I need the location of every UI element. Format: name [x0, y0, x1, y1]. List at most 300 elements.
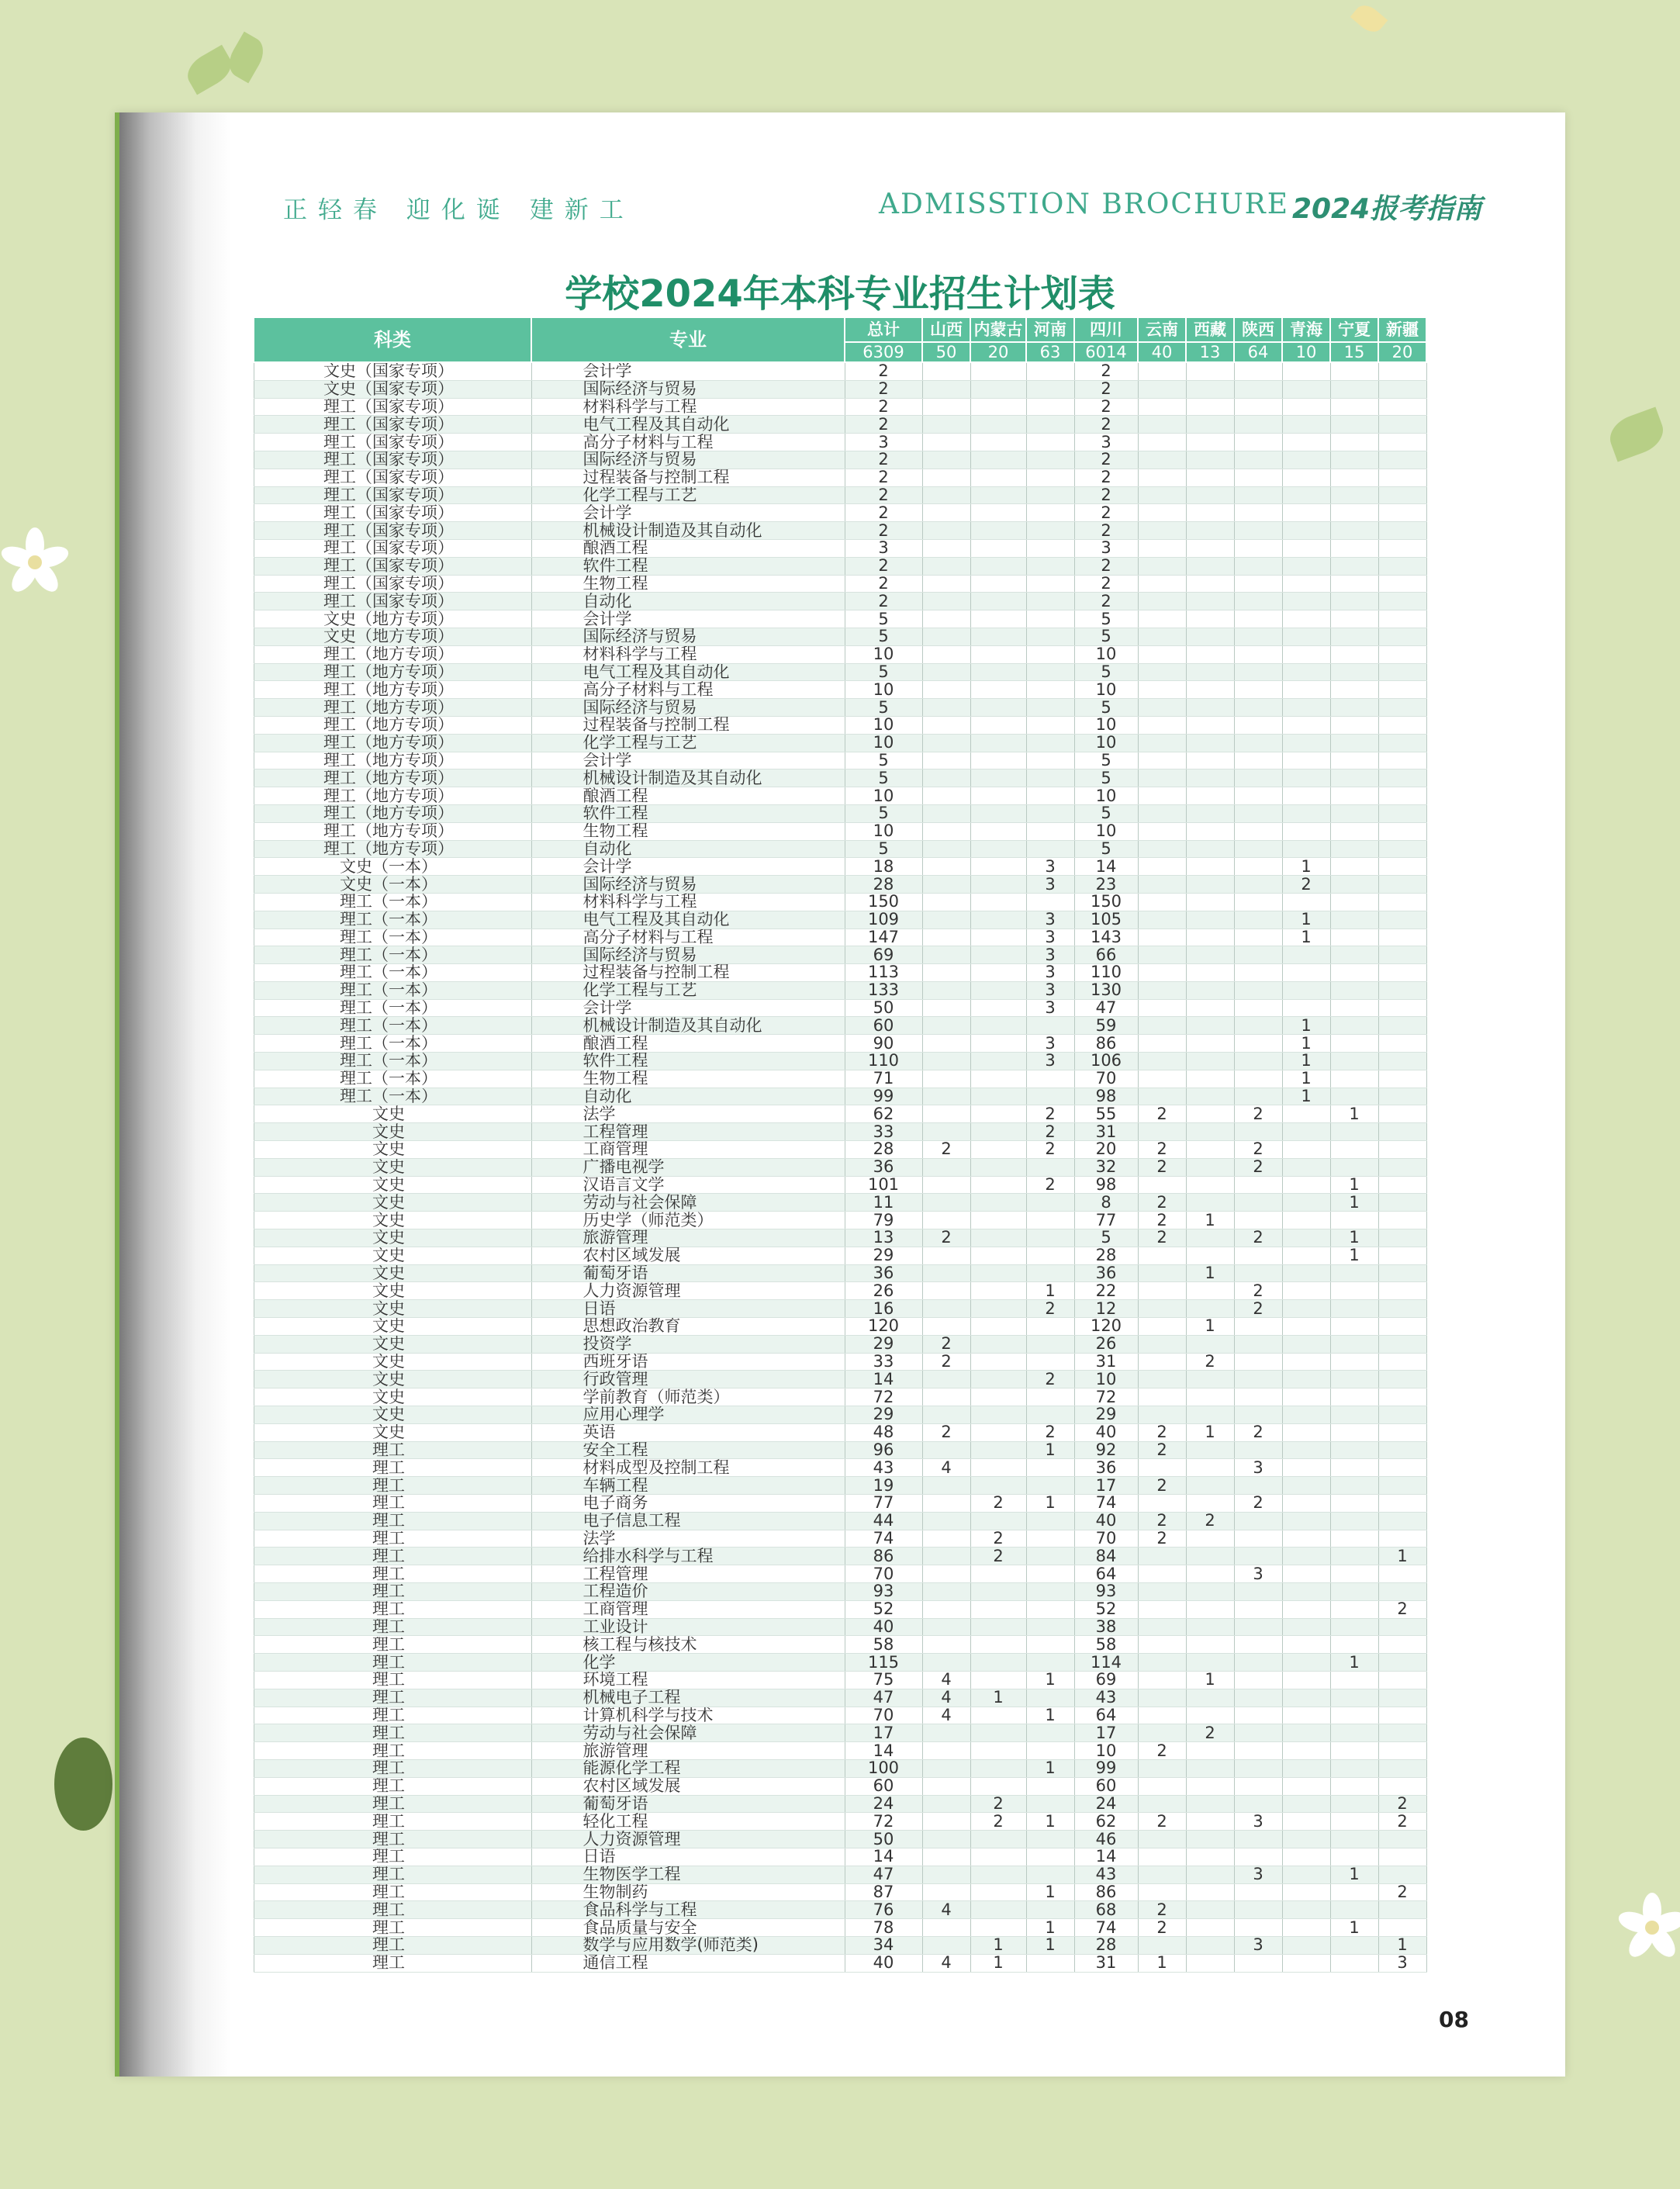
- province-quota-cell: 66: [1074, 946, 1138, 964]
- province-quota-cell: 59: [1074, 1017, 1138, 1035]
- province-quota-cell: [922, 1936, 970, 1954]
- province-quota-cell: [1378, 434, 1426, 451]
- province-quota-cell: [1282, 1548, 1330, 1565]
- table-row: [254, 840, 1426, 858]
- province-quota-cell: 4: [922, 1671, 970, 1689]
- province-quota-cell: [1378, 1123, 1426, 1141]
- province-quota-cell: [1330, 1053, 1378, 1070]
- province-quota-cell: [1378, 876, 1426, 894]
- category-cell: 理工（国家专项）: [254, 593, 531, 610]
- province-quota-cell: [1234, 1212, 1282, 1229]
- province-quota-cell: [1026, 1318, 1074, 1336]
- province-quota-cell: [1330, 946, 1378, 964]
- major-cell: 会计学: [531, 504, 845, 522]
- province-quota-cell: [1234, 893, 1282, 911]
- province-quota-cell: 38: [1074, 1618, 1138, 1636]
- header-province: 云南: [1138, 317, 1186, 342]
- province-quota-cell: [922, 539, 970, 557]
- province-quota-cell: [1138, 1123, 1186, 1141]
- province-quota-cell: [1282, 504, 1330, 522]
- province-quota-cell: [970, 964, 1026, 982]
- province-quota-cell: [1234, 1707, 1282, 1724]
- table-row: [254, 981, 1426, 999]
- table-row: [254, 1247, 1426, 1264]
- province-quota-cell: [1138, 752, 1186, 769]
- province-quota-cell: [1330, 840, 1378, 858]
- province-quota-cell: 2: [1234, 1105, 1282, 1123]
- category-cell: 理工（国家专项）: [254, 486, 531, 504]
- province-quota-cell: [922, 1194, 970, 1212]
- province-quota-cell: [1138, 1689, 1186, 1707]
- province-quota-cell: [1378, 1565, 1426, 1583]
- province-quota-cell: 1: [1282, 1035, 1330, 1053]
- province-quota-cell: [1330, 628, 1378, 645]
- province-quota-cell: [1186, 469, 1234, 486]
- total-cell: 17: [845, 1724, 922, 1742]
- province-quota-cell: [1282, 362, 1330, 380]
- province-quota-cell: [1026, 1954, 1074, 1972]
- province-quota-cell: [1138, 1724, 1186, 1742]
- table-row: [254, 575, 1426, 593]
- total-cell: 5: [845, 610, 922, 628]
- province-quota-cell: 3: [1026, 1035, 1074, 1053]
- category-cell: 文史（国家专项）: [254, 362, 531, 380]
- total-cell: 2: [845, 380, 922, 398]
- province-quota-cell: [1378, 787, 1426, 805]
- brochure-page: [115, 112, 1565, 2077]
- province-quota-cell: [1234, 1512, 1282, 1530]
- province-quota-cell: [1282, 787, 1330, 805]
- table-row: [254, 504, 1426, 522]
- table-row: [254, 1618, 1426, 1636]
- province-quota-cell: [1026, 610, 1074, 628]
- province-quota-cell: [1186, 486, 1234, 504]
- total-cell: 5: [845, 663, 922, 681]
- province-quota-cell: [922, 1600, 970, 1618]
- flower-decoration: [1617, 1893, 1680, 1962]
- total-cell: 36: [845, 1264, 922, 1282]
- category-cell: 理工（一本）: [254, 964, 531, 982]
- table-row: [254, 1689, 1426, 1707]
- province-quota-cell: [1330, 1141, 1378, 1159]
- category-cell: 文史: [254, 1105, 531, 1123]
- category-cell: 理工: [254, 1441, 531, 1459]
- table-row: [254, 645, 1426, 663]
- province-quota-cell: [970, 1123, 1026, 1141]
- province-quota-cell: [1330, 593, 1378, 610]
- province-quota-cell: [922, 469, 970, 486]
- province-quota-cell: [922, 575, 970, 593]
- province-quota-cell: [970, 1035, 1026, 1053]
- province-quota-cell: [1026, 1194, 1074, 1212]
- province-quota-cell: [1330, 1707, 1378, 1724]
- header-province-count: 15: [1330, 342, 1378, 362]
- table-row: [254, 1123, 1426, 1141]
- province-quota-cell: 2: [1138, 1441, 1186, 1459]
- category-cell: 理工: [254, 1654, 531, 1672]
- province-quota-cell: [1186, 628, 1234, 645]
- province-quota-cell: [1378, 593, 1426, 610]
- province-quota-cell: 31: [1074, 1353, 1138, 1371]
- category-cell: 理工（一本）: [254, 999, 531, 1017]
- province-quota-cell: [1378, 1742, 1426, 1760]
- province-quota-cell: [1234, 1353, 1282, 1371]
- province-quota-cell: [970, 1512, 1026, 1530]
- province-quota-cell: [1378, 416, 1426, 434]
- province-quota-cell: 5: [1074, 840, 1138, 858]
- province-quota-cell: [1330, 416, 1378, 434]
- province-quota-cell: 10: [1074, 787, 1138, 805]
- province-quota-cell: [1282, 1636, 1330, 1654]
- table-row: [254, 1318, 1426, 1336]
- major-cell: 食品质量与安全: [531, 1919, 845, 1937]
- province-quota-cell: 143: [1074, 929, 1138, 946]
- province-quota-cell: [1186, 663, 1234, 681]
- major-cell: 工程管理: [531, 1565, 845, 1583]
- province-quota-cell: [970, 1406, 1026, 1424]
- province-quota-cell: [1186, 434, 1234, 451]
- province-quota-cell: [1330, 1070, 1378, 1088]
- province-quota-cell: [1138, 1866, 1186, 1883]
- province-quota-cell: [1186, 1141, 1234, 1159]
- header-province: 宁夏: [1330, 317, 1378, 342]
- table-row: [254, 681, 1426, 699]
- province-quota-cell: 2: [1074, 451, 1138, 469]
- province-quota-cell: 2: [1074, 486, 1138, 504]
- province-quota-cell: 5: [1074, 699, 1138, 717]
- province-quota-cell: [1026, 1866, 1074, 1883]
- province-quota-cell: [1138, 1088, 1186, 1105]
- province-quota-cell: [1282, 628, 1330, 645]
- header-category: 科类: [254, 317, 531, 362]
- category-cell: 文史: [254, 1158, 531, 1176]
- province-quota-cell: 28: [1074, 1936, 1138, 1954]
- province-quota-cell: [922, 1883, 970, 1901]
- province-quota-cell: 1: [1330, 1866, 1378, 1883]
- province-quota-cell: [1282, 522, 1330, 540]
- category-cell: 理工: [254, 1831, 531, 1848]
- province-quota-cell: [1282, 1724, 1330, 1742]
- total-cell: 10: [845, 681, 922, 699]
- province-quota-cell: [1138, 380, 1186, 398]
- province-quota-cell: [1186, 1495, 1234, 1513]
- province-quota-cell: [970, 1088, 1026, 1105]
- page-number: 08: [1439, 2007, 1469, 2032]
- province-quota-cell: [1138, 504, 1186, 522]
- province-quota-cell: [970, 1636, 1026, 1654]
- province-quota-cell: 3: [1234, 1866, 1282, 1883]
- province-quota-cell: [1282, 1229, 1330, 1247]
- province-quota-cell: [1330, 1264, 1378, 1282]
- province-quota-cell: [1330, 1158, 1378, 1176]
- category-cell: 文史: [254, 1353, 531, 1371]
- province-quota-cell: 110: [1074, 964, 1138, 982]
- total-cell: 47: [845, 1689, 922, 1707]
- province-quota-cell: [922, 681, 970, 699]
- province-quota-cell: 1: [970, 1689, 1026, 1707]
- province-quota-cell: 46: [1074, 1831, 1138, 1848]
- province-quota-cell: 31: [1074, 1123, 1138, 1141]
- major-cell: 材料科学与工程: [531, 893, 845, 911]
- major-cell: 人力资源管理: [531, 1282, 845, 1300]
- province-quota-cell: [1282, 1282, 1330, 1300]
- province-quota-cell: 1: [1330, 1919, 1378, 1937]
- province-quota-cell: [1186, 1582, 1234, 1600]
- province-quota-cell: 150: [1074, 893, 1138, 911]
- category-cell: 理工: [254, 1724, 531, 1742]
- table-row: [254, 804, 1426, 822]
- total-cell: 14: [845, 1371, 922, 1388]
- major-cell: 高分子材料与工程: [531, 929, 845, 946]
- province-quota-cell: 17: [1074, 1477, 1138, 1495]
- province-quota-cell: [1330, 876, 1378, 894]
- province-quota-cell: [1234, 1777, 1282, 1795]
- category-cell: 理工（国家专项）: [254, 434, 531, 451]
- province-quota-cell: [1234, 1671, 1282, 1689]
- province-quota-cell: 2: [922, 1423, 970, 1441]
- province-quota-cell: [922, 1724, 970, 1742]
- province-quota-cell: [1330, 1831, 1378, 1848]
- province-quota-cell: [1026, 1264, 1074, 1282]
- category-cell: 理工: [254, 1636, 531, 1654]
- province-quota-cell: [1026, 1724, 1074, 1742]
- major-cell: 国际经济与贸易: [531, 628, 845, 645]
- category-cell: 文史: [254, 1406, 531, 1424]
- province-quota-cell: [1138, 1707, 1186, 1724]
- major-cell: 国际经济与贸易: [531, 699, 845, 717]
- province-quota-cell: [970, 787, 1026, 805]
- province-quota-cell: [1186, 1565, 1234, 1583]
- province-quota-cell: [1330, 822, 1378, 840]
- table-row: [254, 398, 1426, 416]
- province-quota-cell: [970, 1600, 1026, 1618]
- province-quota-cell: [922, 981, 970, 999]
- province-quota-cell: [1282, 734, 1330, 752]
- province-quota-cell: [1138, 486, 1186, 504]
- province-quota-cell: 3: [1026, 981, 1074, 999]
- province-quota-cell: [970, 1883, 1026, 1901]
- province-quota-cell: [1330, 734, 1378, 752]
- province-quota-cell: [1026, 1548, 1074, 1565]
- province-quota-cell: [1186, 876, 1234, 894]
- province-quota-cell: 2: [922, 1335, 970, 1353]
- major-cell: 工商管理: [531, 1141, 845, 1159]
- province-quota-cell: 77: [1074, 1212, 1138, 1229]
- total-cell: 50: [845, 1831, 922, 1848]
- total-cell: 99: [845, 1088, 922, 1105]
- province-quota-cell: [1378, 1441, 1426, 1459]
- total-cell: 58: [845, 1636, 922, 1654]
- province-quota-cell: [922, 557, 970, 575]
- province-quota-cell: 2: [1074, 593, 1138, 610]
- province-quota-cell: [1378, 981, 1426, 999]
- province-quota-cell: [1234, 1194, 1282, 1212]
- province-quota-cell: [1186, 1759, 1234, 1777]
- province-quota-cell: [970, 1176, 1026, 1194]
- province-quota-cell: [1138, 999, 1186, 1017]
- total-cell: 10: [845, 822, 922, 840]
- province-quota-cell: 40: [1074, 1423, 1138, 1441]
- province-quota-cell: [1026, 893, 1074, 911]
- category-cell: 理工（一本）: [254, 1035, 531, 1053]
- province-quota-cell: [922, 1406, 970, 1424]
- header-province-count: 6014: [1074, 342, 1138, 362]
- category-cell: 理工（地方专项）: [254, 752, 531, 769]
- total-cell: 33: [845, 1123, 922, 1141]
- province-quota-cell: [1378, 663, 1426, 681]
- province-quota-cell: [1186, 1600, 1234, 1618]
- total-cell: 2: [845, 398, 922, 416]
- province-quota-cell: [1234, 486, 1282, 504]
- province-quota-cell: [1234, 804, 1282, 822]
- province-quota-cell: [1234, 1919, 1282, 1937]
- major-cell: 软件工程: [531, 557, 845, 575]
- total-cell: 113: [845, 964, 922, 982]
- table-row: [254, 1176, 1426, 1194]
- province-quota-cell: 2: [1378, 1813, 1426, 1831]
- province-quota-cell: 1: [1330, 1247, 1378, 1264]
- province-quota-cell: [1186, 1406, 1234, 1424]
- province-quota-cell: [922, 1495, 970, 1513]
- province-quota-cell: [1234, 575, 1282, 593]
- total-cell: 2: [845, 593, 922, 610]
- province-quota-cell: [922, 999, 970, 1017]
- province-quota-cell: 29: [1074, 1406, 1138, 1424]
- province-quota-cell: [970, 1105, 1026, 1123]
- total-cell: 120: [845, 1318, 922, 1336]
- province-quota-cell: [970, 858, 1026, 876]
- province-quota-cell: [1330, 1618, 1378, 1636]
- province-quota-cell: [1378, 1141, 1426, 1159]
- province-quota-cell: [1378, 1247, 1426, 1264]
- province-quota-cell: [1138, 1017, 1186, 1035]
- province-quota-cell: [1234, 1053, 1282, 1070]
- province-quota-cell: [1234, 858, 1282, 876]
- major-cell: 国际经济与贸易: [531, 876, 845, 894]
- province-quota-cell: [922, 1565, 970, 1583]
- province-quota-cell: [1138, 804, 1186, 822]
- province-quota-cell: [1234, 1371, 1282, 1388]
- province-quota-cell: [922, 1017, 970, 1035]
- province-quota-cell: 105: [1074, 911, 1138, 929]
- table-row: [254, 1582, 1426, 1600]
- province-quota-cell: [970, 911, 1026, 929]
- province-quota-cell: [970, 1353, 1026, 1371]
- province-quota-cell: [922, 1582, 970, 1600]
- major-cell: 日语: [531, 1848, 845, 1866]
- category-cell: 理工（一本）: [254, 981, 531, 999]
- province-quota-cell: [1282, 804, 1330, 822]
- table-row: [254, 1406, 1426, 1424]
- province-quota-cell: [1026, 469, 1074, 486]
- major-cell: 工程管理: [531, 1123, 845, 1141]
- province-quota-cell: [1026, 1388, 1074, 1406]
- province-quota-cell: [1026, 681, 1074, 699]
- province-quota-cell: 2: [1186, 1353, 1234, 1371]
- total-cell: 5: [845, 804, 922, 822]
- province-quota-cell: [1186, 575, 1234, 593]
- province-quota-cell: [1330, 699, 1378, 717]
- province-quota-cell: [922, 769, 970, 787]
- province-quota-cell: [1026, 1777, 1074, 1795]
- province-quota-cell: [1282, 1582, 1330, 1600]
- province-quota-cell: 1: [1330, 1194, 1378, 1212]
- table-row: [254, 1282, 1426, 1300]
- total-cell: 29: [845, 1406, 922, 1424]
- province-quota-cell: [1330, 716, 1378, 734]
- province-quota-cell: [1186, 1618, 1234, 1636]
- major-cell: 学前教育（师范类）: [531, 1388, 845, 1406]
- province-quota-cell: [922, 929, 970, 946]
- province-quota-cell: [1330, 1212, 1378, 1229]
- major-cell: 安全工程: [531, 1441, 845, 1459]
- province-quota-cell: 2: [1378, 1883, 1426, 1901]
- province-quota-cell: [1378, 964, 1426, 982]
- province-quota-cell: [970, 451, 1026, 469]
- province-quota-cell: [1378, 575, 1426, 593]
- province-quota-cell: [1186, 769, 1234, 787]
- total-cell: 29: [845, 1335, 922, 1353]
- province-quota-cell: [1330, 1530, 1378, 1548]
- total-cell: 52: [845, 1600, 922, 1618]
- province-quota-cell: 20: [1074, 1141, 1138, 1159]
- province-quota-cell: [970, 539, 1026, 557]
- major-cell: 国际经济与贸易: [531, 946, 845, 964]
- table-row: [254, 1017, 1426, 1035]
- province-quota-cell: 10: [1074, 1371, 1138, 1388]
- table-row: [254, 1300, 1426, 1318]
- province-quota-cell: [1282, 1936, 1330, 1954]
- province-quota-cell: [1186, 804, 1234, 822]
- province-quota-cell: 1: [1330, 1105, 1378, 1123]
- province-quota-cell: [970, 1582, 1026, 1600]
- province-quota-cell: [922, 1477, 970, 1495]
- total-cell: 79: [845, 1212, 922, 1229]
- province-quota-cell: [922, 876, 970, 894]
- province-quota-cell: [1282, 1530, 1330, 1548]
- province-quota-cell: [970, 716, 1026, 734]
- province-quota-cell: [1138, 840, 1186, 858]
- major-cell: 酿酒工程: [531, 1035, 845, 1053]
- province-quota-cell: [1138, 1282, 1186, 1300]
- province-quota-cell: [1378, 1212, 1426, 1229]
- province-quota-cell: 1: [1282, 858, 1330, 876]
- category-cell: 理工（国家专项）: [254, 557, 531, 575]
- province-quota-cell: [1234, 1017, 1282, 1035]
- province-quota-cell: [1138, 858, 1186, 876]
- leaf-decoration: [181, 45, 237, 95]
- province-quota-cell: [1378, 1158, 1426, 1176]
- province-quota-cell: [1186, 1123, 1234, 1141]
- province-quota-cell: [922, 593, 970, 610]
- province-quota-cell: [1378, 893, 1426, 911]
- major-cell: 化学: [531, 1654, 845, 1672]
- province-quota-cell: [1330, 769, 1378, 787]
- province-quota-cell: [970, 1707, 1026, 1724]
- province-quota-cell: [1330, 469, 1378, 486]
- total-cell: 10: [845, 787, 922, 805]
- table-row: [254, 1636, 1426, 1654]
- province-quota-cell: [922, 504, 970, 522]
- major-cell: 农村区域发展: [531, 1777, 845, 1795]
- major-cell: 日语: [531, 1300, 845, 1318]
- table-row: [254, 1813, 1426, 1831]
- category-cell: 理工（一本）: [254, 946, 531, 964]
- province-quota-cell: [922, 1318, 970, 1336]
- province-quota-cell: [1378, 734, 1426, 752]
- province-quota-cell: [1234, 362, 1282, 380]
- table-row: [254, 1441, 1426, 1459]
